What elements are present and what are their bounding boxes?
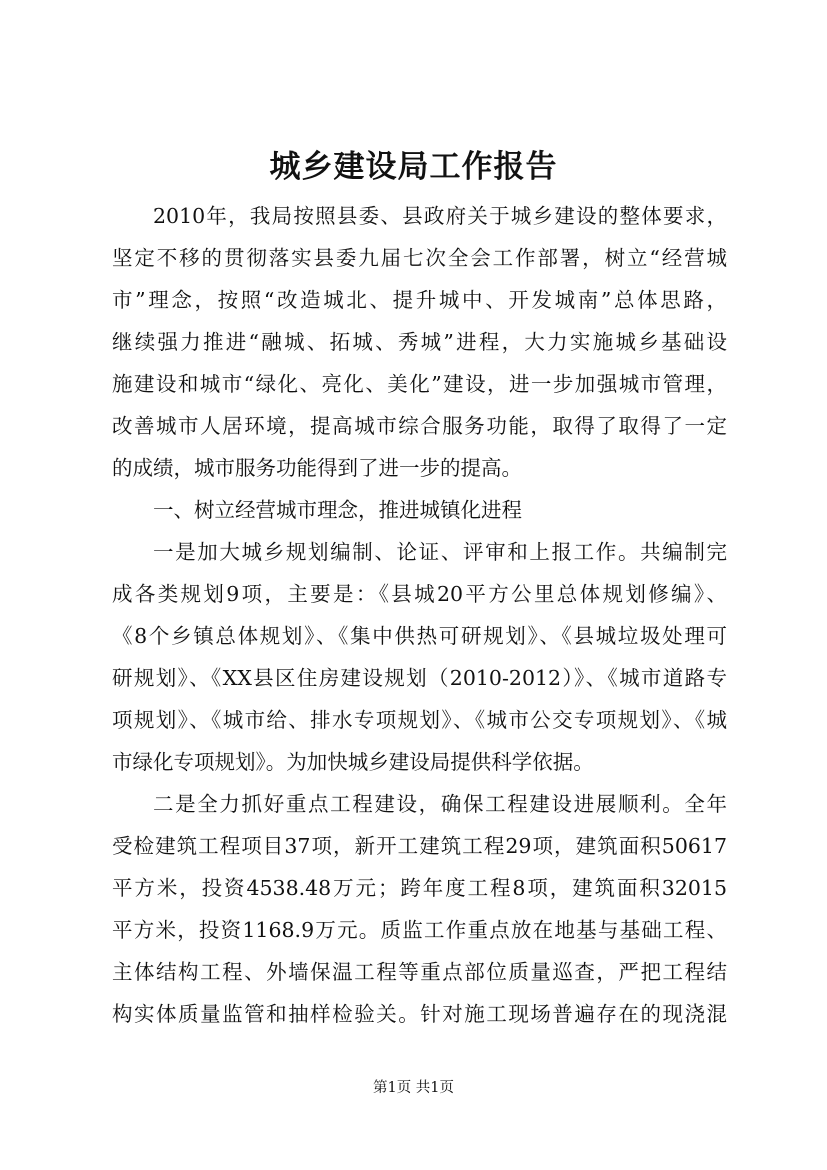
body-line: 《8个乡镇总体规划》、《集中供热可研规划》、《县城垃圾处理可 [112,624,727,648]
body-line: 改善城市人居环境，提高城市综合服务功能，取得了取得了一定 [112,414,727,438]
body-line: 构实体质量监管和抽样检验关。针对施工现场普遍存在的现浇混 [112,1002,727,1026]
body-line: 受检建筑工程项目37项，新开工建筑工程29项，建筑面积50617 [112,834,727,858]
body-line: 二是全力抓好重点工程建设，确保工程建设进展顺利。全年 [153,792,727,816]
body-line: 2010年，我局按照县委、县政府关于城乡建设的整体要求， [153,204,727,228]
body-line: 研规划》、《XX县区住房建设规划（2010-2012）》、《城市道路专 [112,666,727,690]
body-line: 平方米，投资4538.48万元；跨年度工程8项，建筑面积32015 [112,876,727,900]
body-line: 继续强力推进“融城、拓城、秀城”进程，大力实施城乡基础设 [112,330,727,354]
body-line: 市”理念，按照“改造城北、提升城中、开发城南”总体思路， [112,288,727,312]
document-title: 城乡建设局工作报告 [269,149,558,185]
body-line: 一是加大城乡规划编制、论证、评审和上报工作。共编制完 [153,540,727,564]
body-line: 的成绩，城市服务功能得到了进一步的提高。 [112,456,522,480]
body-line: 坚定不移的贯彻落实县委九届七次全会工作部署，树立“经营城 [112,246,727,270]
section-heading: 一、树立经营城市理念，推进城镇化进程 [153,498,522,522]
page-number-footer: 第1页 共1页 [372,1080,455,1096]
document-body [112,195,727,1035]
body-line: 主体结构工程、外墙保温工程等重点部位质量巡查，严把工程结 [112,960,727,984]
body-line: 项规划》、《城市给、排水专项规划》、《城市公交专项规划》、《城 [112,708,727,732]
body-line: 平方米，投资1168.9万元。质监工作重点放在地基与基础工程、 [112,918,727,942]
body-line: 成各类规划9项，主要是：《县城20平方公里总体规划修编》、 [112,582,727,606]
body-line: 施建设和城市“绿化、亮化、美化”建设，进一步加强城市管理， [112,372,727,396]
body-line: 市绿化专项规划》。为加快城乡建设局提供科学依据。 [112,750,594,774]
